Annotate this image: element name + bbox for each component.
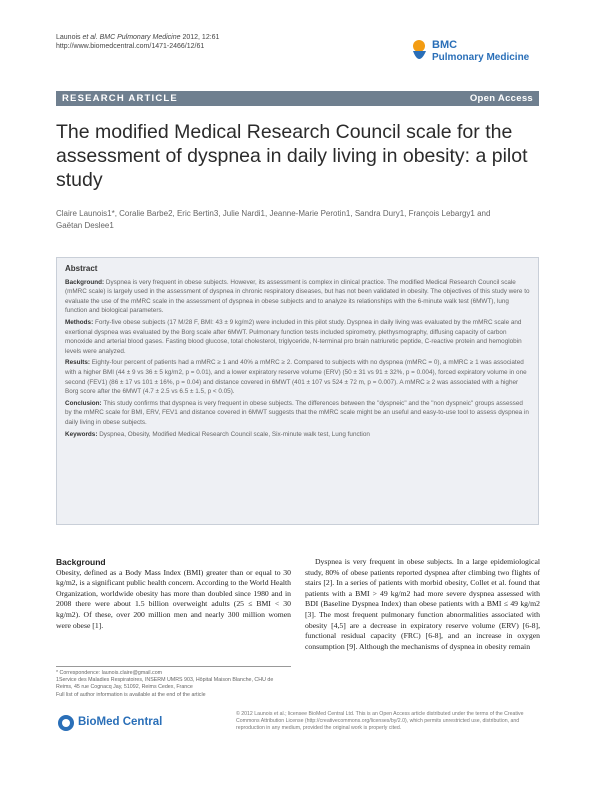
body-column-left [56,557,291,631]
license-text: © 2012 Launois et al.; licensee BioMed Central Ltd. This is an Open Access article distributed under the terms of the Creative Commons Attribution License (http://creativecommons.org/licenses/by/2.0), which permits unrestricted use, distribution, and reproduction in any medium, provided the original work is properly cited. [236,711,524,732]
body-paragraph: Obesity, defined as a Body Mass Index (BMI) greater than or equal to 30 kg/m2, is a significant public health concern. According to the World Health Organization, worldwide obesity has more than doubled since 1980 and in 2008 there were about 1.5 billion overweight adults (25 ≤ BMI < 30 kg/m2). Of these, over 200 million men and nearly 300 million women were obese [1]. [56,567,291,630]
abstract-box [56,257,539,525]
citation-line: Launois et al. BMC Pulmonary Medicine 2012, 12:61 [56,34,220,41]
correspondence-email[interactable]: * Correspondence: launois.claire@gmail.com [56,670,163,676]
biomed-central-logo-icon [56,713,76,733]
footnotes [56,666,291,699]
abstract-conclusion: Conclusion: This study confirms that dyspnea is very frequent in obese subjects. The differences between the "dyspneic" and the "non dyspneic" groups assessed by the mMRC scale for BMI, ERV, FEV1 and distance covered in 6MWT suggests that the mMRC scale might be an useful and easy-to-use tool to assess dyspnea in daily living in obese subjects. [65,399,529,426]
journal-logo [410,35,545,75]
author-list: Claire Launois1*, Coralie Barbe2, Eric Bertin3, Julie Nardi1, Jeanne-Marie Perotin1, Sandra Dury1, François Lebargy1 and Gaëtan Deslee1 [56,209,491,230]
logo-brand: BMC [432,39,458,51]
running-header [56,33,219,51]
article-type-banner [56,91,539,106]
abstract-methods: Methods: Forty-five obese subjects (17 M/28 F, BMI: 43 ± 9 kg/m2) were included in this pilot study. Dyspnea in daily living was evaluated by the mMRC scale and exertional dyspnea was evaluated by the Borg scale after 6MWT. Pulmonary function tests included spirometry, plethysmography, diffusing capacity of carbon monoxide and arterial blood gases. Fasting blood glucose, total cholesterol, triglyceride, N-terminal pro brain natriuretic peptide, C-reactive protein and hemoglobin levels were analyzed. [65,318,522,355]
abstract-keywords: Keywords: Dyspnea, Obesity, Modified Medical Research Council scale, Six-minute walk test, Lung function [65,430,370,438]
body-paragraph: Dyspnea is very frequent in obese subjects. In a large epidemiological study, 80% of obese patients reported dyspnea after climbing two flights of stairs [2]. In a series of patients with morbid obesity, Collet et al. found that patients with a BMI > 49 kg/m2 had more severe dyspnea assessed with BDI (Baseline Dyspnea Index) than obese patients with a BMI ≤ 49 kg/m2 [3]. The most frequent pulmonary function abnormalities associated with obesity [4,5] are a decrease in expiratory reserve volume (ERV) [6-8], functional residual capacity (FRC) [6-8], and an increase in oxygen consumption [9]. Although the mechanisms of dyspnea in obesity remain [305,557,540,651]
article-url[interactable]: http://www.biomedcentral.com/1471-2466/12/61 [56,43,205,50]
affiliation: 1Service des Maladies Respiratoires, INSERM UMRS 903, Hôpital Maison Blanche, CHU de Reims, 45 rue Cognacq Jay, 51092, Reims Cedex, France [56,677,274,691]
article-title: The modified Medical Research Council scale for the assessment of dyspnea in daily living in obesity: a pilot study [56,121,528,191]
abstract-heading: Abstract [65,264,98,273]
body-column-right [305,557,540,652]
bmc-logo-icon [410,37,428,67]
publisher-name: BioMed Central [78,716,163,728]
abstract-results: Results: Eighty-four percent of patients had a mMRC ≥ 1 and 40% a mMRC ≥ 2. Compared to subjects with no dyspnea (mMRC = 0), a mMRC ≥ 1 was associated with a higher BMI (44 ± 9 vs 36 ± 5 kg/m2, p = 0.01), and a lower expiratory reserve volume (ERV) (50 ± 31 vs 91 ± 32%, p = 0.004), forced expiratory volume in one second (FEV1) (86 ± 17 vs 101 ± 16%, p = 0.04) and distance covered in 6MWT (401 ± 107 vs 524 ± 72 m, p = 0.007). A mMRC ≥ 2 was associated with a higher Borg score after the 6MWT (4.7 ± 2.5 vs 6.5 ± 1.5, p < 0.05). [65,359,527,396]
logo-journal: Pulmonary Medicine [432,52,530,63]
section-heading-background: Background [56,557,106,567]
open-access-label: Open Access [469,93,533,104]
publisher-logo [56,713,186,733]
author-info-note: Full list of author information is available at the end of the article [56,691,206,698]
article-type: RESEARCH ARTICLE [62,93,178,104]
abstract-background: Background: Dyspnea is very frequent in obese subjects. However, its assessment is complex in clinical practice. The modified Medical Research Council scale (mMRC scale) is largely used in the assessment of dyspnea in chronic respiratory diseases, but has not been validated in obesity. The objectives of this study were to evaluate the use of the mMRC scale in the assessment of dyspnea in obese subjects and to analyze its relationships with the 6-minute walk test (6MWT), lung function and biological parameters. [65,278,530,315]
